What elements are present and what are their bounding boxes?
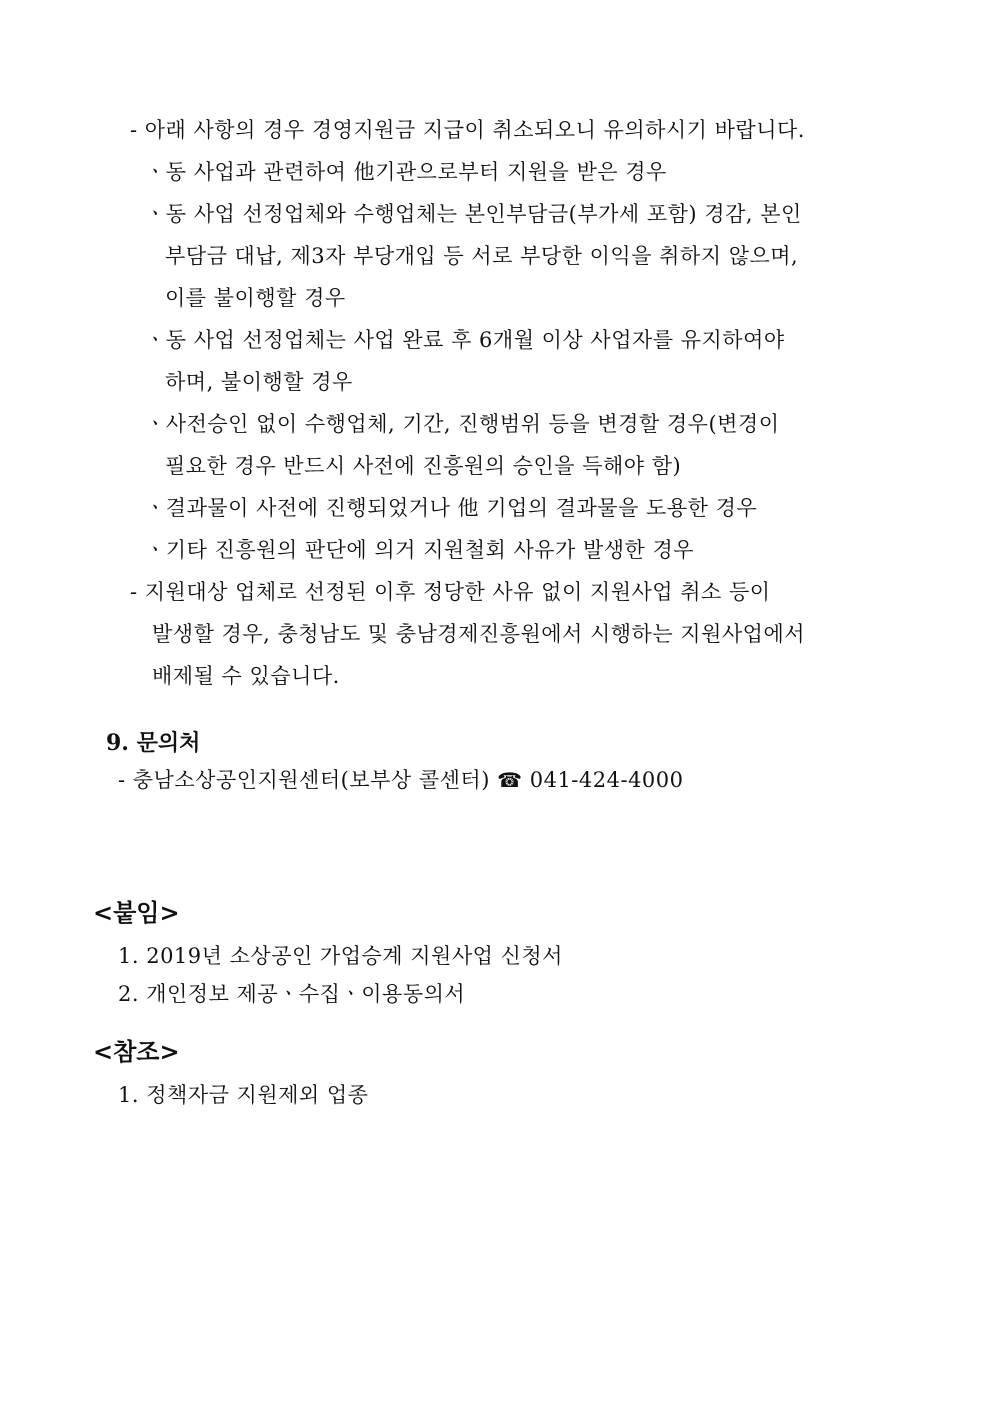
bullet-4-line-1: ㆍ사전승인 없이 수행업체, 기간, 진행범위 등을 변경할 경우(변경이 [145, 412, 780, 436]
bullet-2-line-1: ㆍ동 사업 선정업체와 수행업체는 본인부담금(부가세 포함) 경감, 본인 [145, 202, 802, 226]
attachment-item-1: 1. 2019년 소상공인 가업승계 지원사업 신청서 [118, 944, 563, 968]
bullet-3-line-2: 하며, 불이행할 경우 [165, 370, 353, 394]
bullet-1-line-1: ㆍ동 사업과 관련하여 他기관으로부터 지원을 받은 경우 [145, 160, 667, 184]
bullet-6-line-1: ㆍ기타 진흥원의 판단에 의거 지원철회 사유가 발생한 경우 [145, 538, 695, 562]
attachments-heading: <붙임> [93, 898, 180, 927]
contact-heading: 9. 문의처 [106, 730, 201, 756]
bullet-2-line-3: 이를 불이행할 경우 [165, 286, 346, 310]
attachment-item-2: 2. 개인정보 제공ㆍ수집ㆍ이용동의서 [118, 982, 466, 1006]
bullet-4-line-2: 필요한 경우 반드시 사전에 진흥원의 승인을 득해야 함) [165, 454, 682, 478]
exclusion-line-3: 배제될 수 있습니다. [152, 664, 340, 688]
bullet-3-line-1: ㆍ동 사업 선정업체는 사업 완료 후 6개월 이상 사업자를 유지하여야 [145, 328, 785, 352]
cancellation-intro: - 아래 사항의 경우 경영지원금 지급이 취소되오니 유의하시기 바랍니다. [130, 118, 805, 142]
bullet-5-line-1: ㆍ결과물이 사전에 진행되었거나 他 기업의 결과물을 도용한 경우 [145, 496, 758, 520]
reference-item-1: 1. 정책자금 지원제외 업종 [118, 1083, 369, 1107]
bullet-2-line-2: 부담금 대납, 제3자 부당개입 등 서로 부당한 이익을 취하지 않으며, [165, 244, 799, 268]
exclusion-line-1: - 지원대상 업체로 선정된 이후 정당한 사유 없이 지원사업 취소 등이 [130, 580, 771, 604]
contact-line [118, 766, 684, 794]
exclusion-line-2: 발생할 경우, 충청남도 및 충남경제진흥원에서 시행하는 지원사업에서 [152, 622, 806, 646]
contact-phone-number: 041-424-4000 [529, 768, 684, 792]
telephone-icon: ☎ [497, 768, 523, 792]
contact-center-name: - 충남소상공인지원센터(보부상 콜센터) [118, 768, 490, 792]
references-heading: <참조> [93, 1037, 180, 1066]
